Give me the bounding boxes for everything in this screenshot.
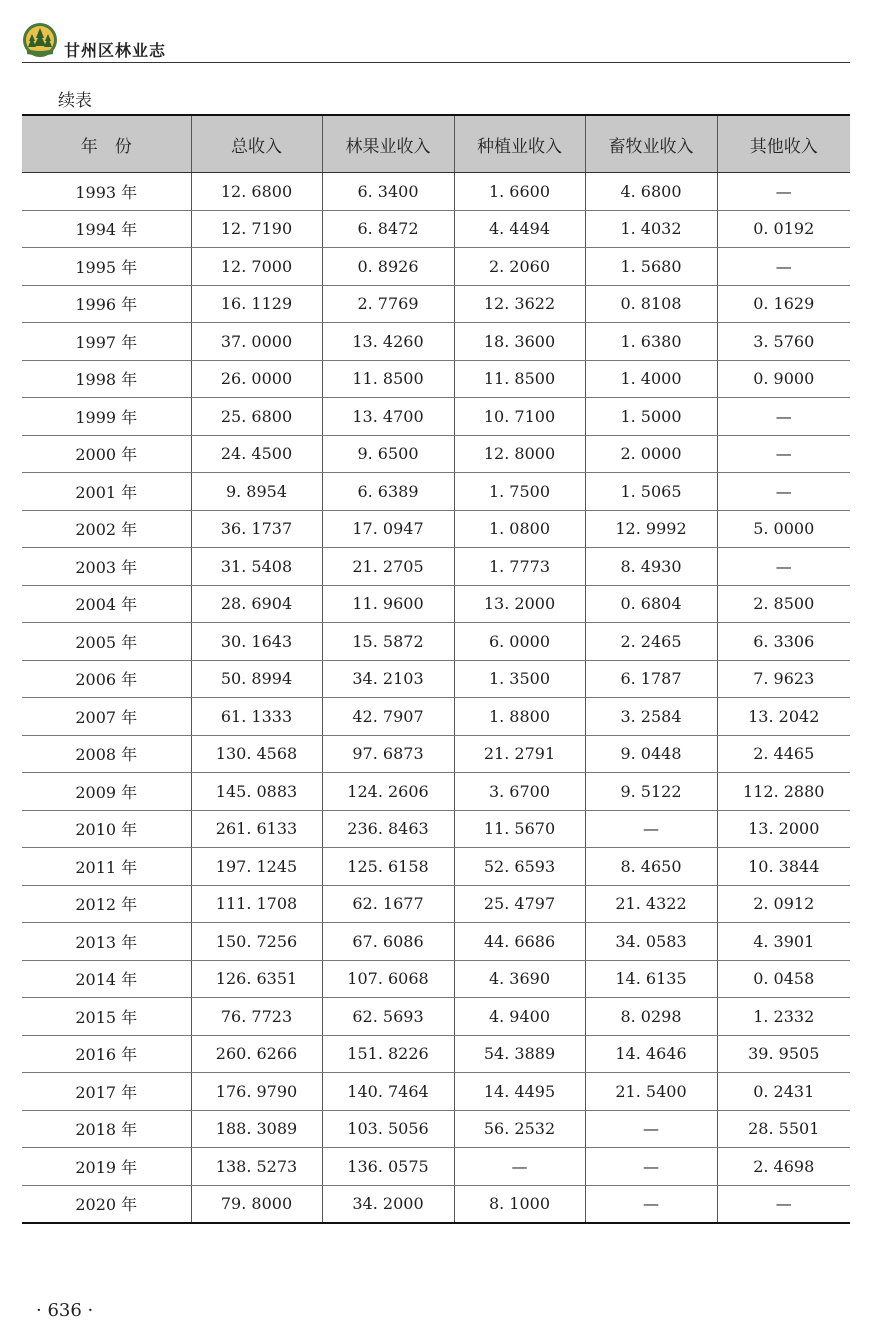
value-cell: —: [717, 248, 850, 286]
year-cell: 2012 年: [22, 885, 191, 923]
year-cell: 2018 年: [22, 1110, 191, 1148]
table-row: [22, 210, 850, 248]
table-row: [22, 1148, 850, 1186]
value-cell: 2. 7769: [322, 285, 454, 323]
table-row: [22, 173, 850, 211]
year-cell: 1996 年: [22, 285, 191, 323]
value-cell: 0. 8108: [585, 285, 717, 323]
value-cell: 9. 0448: [585, 735, 717, 773]
value-cell: 62. 1677: [322, 885, 454, 923]
value-cell: 124. 2606: [322, 773, 454, 811]
value-cell: 52. 6593: [454, 848, 585, 886]
value-cell: 6. 0000: [454, 623, 585, 661]
value-cell: 1. 4032: [585, 210, 717, 248]
value-cell: 79. 8000: [191, 1185, 322, 1223]
value-cell: 1. 5065: [585, 473, 717, 511]
value-cell: 4. 9400: [454, 998, 585, 1036]
table-row: [22, 323, 850, 361]
year-cell: 2006 年: [22, 660, 191, 698]
value-cell: 18. 3600: [454, 323, 585, 361]
value-cell: 11. 9600: [322, 585, 454, 623]
value-cell: 2. 2060: [454, 248, 585, 286]
year-cell: 2019 年: [22, 1148, 191, 1186]
value-cell: 4. 6800: [585, 173, 717, 211]
year-cell: 2011 年: [22, 848, 191, 886]
value-cell: 16. 1129: [191, 285, 322, 323]
value-cell: 10. 3844: [717, 848, 850, 886]
value-cell: —: [717, 473, 850, 511]
value-cell: —: [454, 1148, 585, 1186]
value-cell: 14. 4646: [585, 1035, 717, 1073]
value-cell: 21. 2705: [322, 548, 454, 586]
value-cell: 150. 7256: [191, 923, 322, 961]
value-cell: 24. 4500: [191, 435, 322, 473]
value-cell: 44. 6686: [454, 923, 585, 961]
year-cell: 1999 年: [22, 398, 191, 436]
value-cell: 8. 4650: [585, 848, 717, 886]
year-cell: 2000 年: [22, 435, 191, 473]
year-cell: 1995 年: [22, 248, 191, 286]
value-cell: 14. 6135: [585, 960, 717, 998]
table-row: [22, 1110, 850, 1148]
value-cell: 11. 8500: [454, 360, 585, 398]
value-cell: 0. 0458: [717, 960, 850, 998]
table-row: [22, 435, 850, 473]
value-cell: 6. 6389: [322, 473, 454, 511]
value-cell: 5. 0000: [717, 510, 850, 548]
column-header: 畜牧业收入: [585, 115, 717, 173]
value-cell: 26. 0000: [191, 360, 322, 398]
value-cell: —: [717, 173, 850, 211]
value-cell: 4. 3901: [717, 923, 850, 961]
forest-emblem-icon: [22, 22, 58, 58]
year-cell: 2015 年: [22, 998, 191, 1036]
table-row: [22, 473, 850, 511]
table-row: [22, 960, 850, 998]
value-cell: 103. 5056: [322, 1110, 454, 1148]
value-cell: 6. 8472: [322, 210, 454, 248]
table-row: [22, 698, 850, 736]
year-cell: 2014 年: [22, 960, 191, 998]
value-cell: 11. 5670: [454, 810, 585, 848]
value-cell: 1. 0800: [454, 510, 585, 548]
value-cell: 111. 1708: [191, 885, 322, 923]
table-row: [22, 885, 850, 923]
table-row: [22, 998, 850, 1036]
year-cell: 2002 年: [22, 510, 191, 548]
year-cell: 2003 年: [22, 548, 191, 586]
value-cell: 3. 5760: [717, 323, 850, 361]
page-header: [22, 22, 850, 63]
value-cell: 1. 7773: [454, 548, 585, 586]
value-cell: 4. 4494: [454, 210, 585, 248]
value-cell: 62. 5693: [322, 998, 454, 1036]
value-cell: 4. 3690: [454, 960, 585, 998]
value-cell: 3. 6700: [454, 773, 585, 811]
table-row: [22, 360, 850, 398]
value-cell: 1. 6600: [454, 173, 585, 211]
value-cell: 21. 5400: [585, 1073, 717, 1111]
table-row: [22, 398, 850, 436]
book-title: 甘州区林业志: [64, 41, 167, 60]
value-cell: 11. 8500: [322, 360, 454, 398]
value-cell: 28. 5501: [717, 1110, 850, 1148]
value-cell: 197. 1245: [191, 848, 322, 886]
value-cell: 0. 6804: [585, 585, 717, 623]
year-cell: 1997 年: [22, 323, 191, 361]
value-cell: 34. 2000: [322, 1185, 454, 1223]
value-cell: 12. 9992: [585, 510, 717, 548]
value-cell: 1. 8800: [454, 698, 585, 736]
year-cell: 1993 年: [22, 173, 191, 211]
table-row: [22, 285, 850, 323]
value-cell: 13. 4260: [322, 323, 454, 361]
value-cell: 10. 7100: [454, 398, 585, 436]
value-cell: 136. 0575: [322, 1148, 454, 1186]
value-cell: 1. 2332: [717, 998, 850, 1036]
value-cell: 2. 8500: [717, 585, 850, 623]
value-cell: 6. 1787: [585, 660, 717, 698]
value-cell: 21. 2791: [454, 735, 585, 773]
value-cell: 145. 0883: [191, 773, 322, 811]
value-cell: 6. 3400: [322, 173, 454, 211]
value-cell: 61. 1333: [191, 698, 322, 736]
value-cell: —: [585, 810, 717, 848]
income-table: [22, 114, 850, 1224]
value-cell: 25. 6800: [191, 398, 322, 436]
value-cell: 261. 6133: [191, 810, 322, 848]
year-cell: 2008 年: [22, 735, 191, 773]
value-cell: 112. 2880: [717, 773, 850, 811]
value-cell: 12. 7000: [191, 248, 322, 286]
table-caption: 续表: [58, 91, 92, 111]
value-cell: 1. 5000: [585, 398, 717, 436]
table-body: [22, 173, 850, 1224]
value-cell: —: [585, 1185, 717, 1223]
year-cell: 2007 年: [22, 698, 191, 736]
value-cell: 31. 5408: [191, 548, 322, 586]
value-cell: 6. 3306: [717, 623, 850, 661]
value-cell: 107. 6068: [322, 960, 454, 998]
column-header: 种植业收入: [454, 115, 585, 173]
year-cell: 2004 年: [22, 585, 191, 623]
value-cell: 34. 0583: [585, 923, 717, 961]
table-row: [22, 1035, 850, 1073]
value-cell: —: [717, 1185, 850, 1223]
value-cell: 1. 4000: [585, 360, 717, 398]
value-cell: 125. 6158: [322, 848, 454, 886]
table-header-row: [22, 115, 850, 173]
value-cell: 236. 8463: [322, 810, 454, 848]
value-cell: 260. 6266: [191, 1035, 322, 1073]
value-cell: 13. 2000: [717, 810, 850, 848]
value-cell: 15. 5872: [322, 623, 454, 661]
value-cell: —: [585, 1110, 717, 1148]
value-cell: —: [717, 548, 850, 586]
value-cell: 188. 3089: [191, 1110, 322, 1148]
value-cell: 2. 4698: [717, 1148, 850, 1186]
value-cell: 0. 2431: [717, 1073, 850, 1111]
value-cell: —: [585, 1148, 717, 1186]
year-cell: 2005 年: [22, 623, 191, 661]
value-cell: 30. 1643: [191, 623, 322, 661]
value-cell: 8. 4930: [585, 548, 717, 586]
table-row: [22, 248, 850, 286]
value-cell: 97. 6873: [322, 735, 454, 773]
table-row: [22, 810, 850, 848]
value-cell: 14. 4495: [454, 1073, 585, 1111]
value-cell: 138. 5273: [191, 1148, 322, 1186]
year-cell: 2010 年: [22, 810, 191, 848]
year-cell: 2001 年: [22, 473, 191, 511]
value-cell: 76. 7723: [191, 998, 322, 1036]
value-cell: 0. 0192: [717, 210, 850, 248]
value-cell: 2. 0000: [585, 435, 717, 473]
column-header: 林果业收入: [322, 115, 454, 173]
value-cell: 67. 6086: [322, 923, 454, 961]
table-row: [22, 773, 850, 811]
table-row: [22, 1073, 850, 1111]
value-cell: 28. 6904: [191, 585, 322, 623]
table-row: [22, 923, 850, 961]
value-cell: —: [717, 398, 850, 436]
value-cell: 176. 9790: [191, 1073, 322, 1111]
value-cell: 8. 0298: [585, 998, 717, 1036]
value-cell: 130. 4568: [191, 735, 322, 773]
value-cell: 54. 3889: [454, 1035, 585, 1073]
table-row: [22, 623, 850, 661]
value-cell: 7. 9623: [717, 660, 850, 698]
table-row: [22, 585, 850, 623]
value-cell: 17. 0947: [322, 510, 454, 548]
value-cell: 1. 6380: [585, 323, 717, 361]
table-row: [22, 1185, 850, 1223]
value-cell: 12. 3622: [454, 285, 585, 323]
value-cell: 37. 0000: [191, 323, 322, 361]
column-header: 年 份: [22, 115, 191, 173]
value-cell: 126. 6351: [191, 960, 322, 998]
column-header: 其他收入: [717, 115, 850, 173]
table-row: [22, 660, 850, 698]
value-cell: 25. 4797: [454, 885, 585, 923]
table-row: [22, 848, 850, 886]
year-cell: 1998 年: [22, 360, 191, 398]
value-cell: 140. 7464: [322, 1073, 454, 1111]
year-cell: 2016 年: [22, 1035, 191, 1073]
value-cell: 12. 7190: [191, 210, 322, 248]
value-cell: 2. 2465: [585, 623, 717, 661]
value-cell: 9. 6500: [322, 435, 454, 473]
value-cell: 3. 2584: [585, 698, 717, 736]
table-row: [22, 548, 850, 586]
value-cell: 9. 5122: [585, 773, 717, 811]
value-cell: 42. 7907: [322, 698, 454, 736]
value-cell: 13. 2042: [717, 698, 850, 736]
value-cell: 2. 4465: [717, 735, 850, 773]
value-cell: —: [717, 435, 850, 473]
value-cell: 1. 5680: [585, 248, 717, 286]
year-cell: 2013 年: [22, 923, 191, 961]
value-cell: 13. 4700: [322, 398, 454, 436]
value-cell: 12. 8000: [454, 435, 585, 473]
year-cell: 2017 年: [22, 1073, 191, 1111]
year-cell: 2009 年: [22, 773, 191, 811]
value-cell: 2. 0912: [717, 885, 850, 923]
value-cell: 21. 4322: [585, 885, 717, 923]
value-cell: 12. 6800: [191, 173, 322, 211]
year-cell: 2020 年: [75, 1195, 138, 1215]
table-row: [22, 510, 850, 548]
table-row: [22, 735, 850, 773]
value-cell: 9. 8954: [191, 473, 322, 511]
value-cell: 0. 8926: [322, 248, 454, 286]
value-cell: 34. 2103: [322, 660, 454, 698]
year-cell: 1994 年: [22, 210, 191, 248]
value-cell: 36. 1737: [191, 510, 322, 548]
value-cell: 13. 2000: [454, 585, 585, 623]
value-cell: 8. 1000: [454, 1185, 585, 1223]
value-cell: 50. 8994: [191, 660, 322, 698]
value-cell: 1. 7500: [454, 473, 585, 511]
value-cell: 39. 9505: [717, 1035, 850, 1073]
value-cell: 0. 1629: [717, 285, 850, 323]
value-cell: 151. 8226: [322, 1035, 454, 1073]
value-cell: 56. 2532: [454, 1110, 585, 1148]
value-cell: 0. 9000: [717, 360, 850, 398]
column-header: 总收入: [191, 115, 322, 173]
page-number: · 636 ·: [36, 1300, 94, 1321]
value-cell: 1. 3500: [454, 660, 585, 698]
